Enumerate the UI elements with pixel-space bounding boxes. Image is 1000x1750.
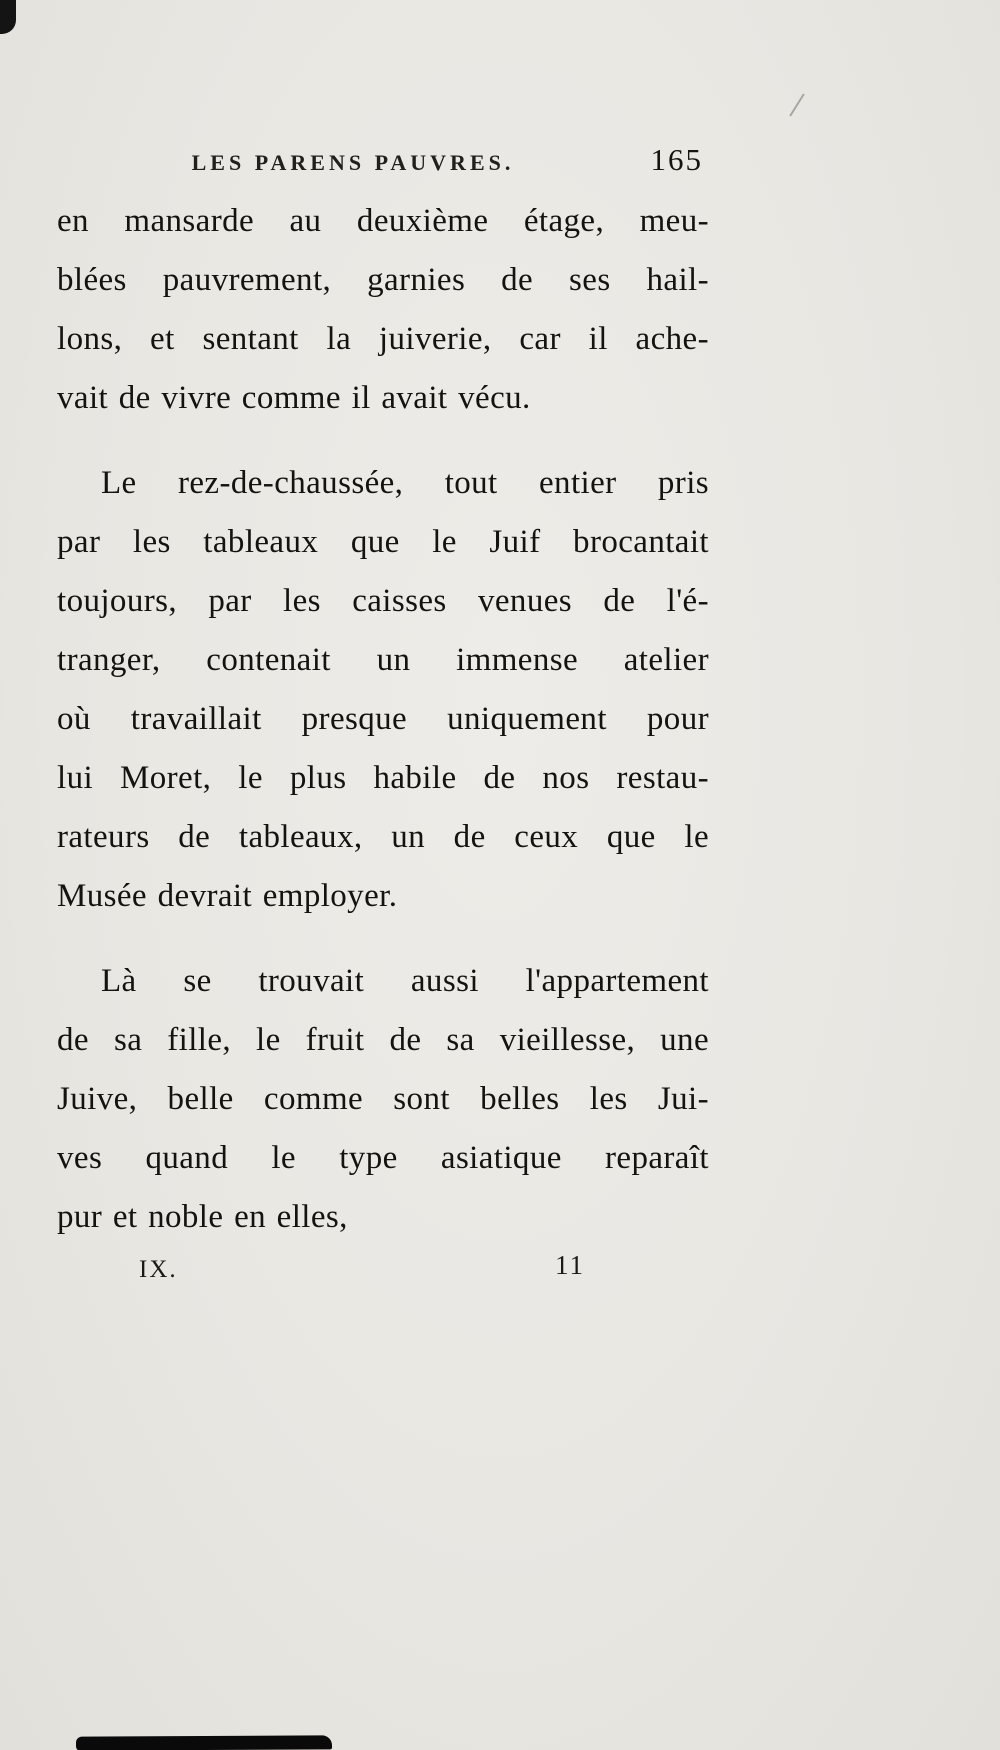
text-block [57, 192, 709, 1247]
text-line: Le rez-de-chaussée, tout entier pris [101, 465, 709, 501]
text-line: rateurs de tableaux, un de ceux que le [57, 819, 709, 855]
text-line: lui Moret, le plus habile de nos restau- [57, 760, 709, 796]
text-line: de sa fille, le fruit de sa vieillesse, une [57, 1022, 709, 1058]
text-line: blées pauvrement, garnies de ses hail- [57, 262, 709, 298]
scan-artifact-mark [789, 93, 804, 116]
scan-artifact-corner [0, 0, 16, 34]
paragraph [57, 192, 709, 428]
paragraph [57, 454, 709, 926]
text-line: vait de vivre comme il avait vécu. [57, 380, 531, 416]
text-line: pur et noble en elles, [57, 1199, 348, 1235]
text-line: Musée devrait employer. [57, 878, 398, 914]
text-line: où travaillait presque uniquement pour [57, 701, 709, 737]
text-line: par les tableaux que le Juif brocantait [57, 524, 709, 560]
page-footer [57, 1248, 709, 1292]
signature-mark-right: 11 [555, 1250, 585, 1280]
text-line: Juive, belle comme sont belles les Jui- [57, 1081, 709, 1117]
running-head-title: LES PARENS PAUVRES. [191, 150, 515, 175]
text-line: toujours, par les caisses venues de l'é- [57, 583, 709, 619]
text-line: lons, et sentant la juiverie, car il ache- [57, 321, 709, 357]
text-line: Là se trouvait aussi l'appartement [101, 963, 709, 999]
page-number: 165 [650, 142, 703, 177]
text-line: ves quand le type asiatique reparaît [57, 1140, 709, 1176]
text-column [57, 142, 709, 1247]
running-head [57, 142, 709, 186]
signature-mark-left: IX. [139, 1256, 178, 1283]
text-line: en mansarde au deuxième étage, meu- [57, 203, 709, 239]
paragraph [57, 952, 709, 1247]
scan-artifact-bar [76, 1735, 332, 1750]
text-line: tranger, contenait un immense atelier [57, 642, 709, 678]
